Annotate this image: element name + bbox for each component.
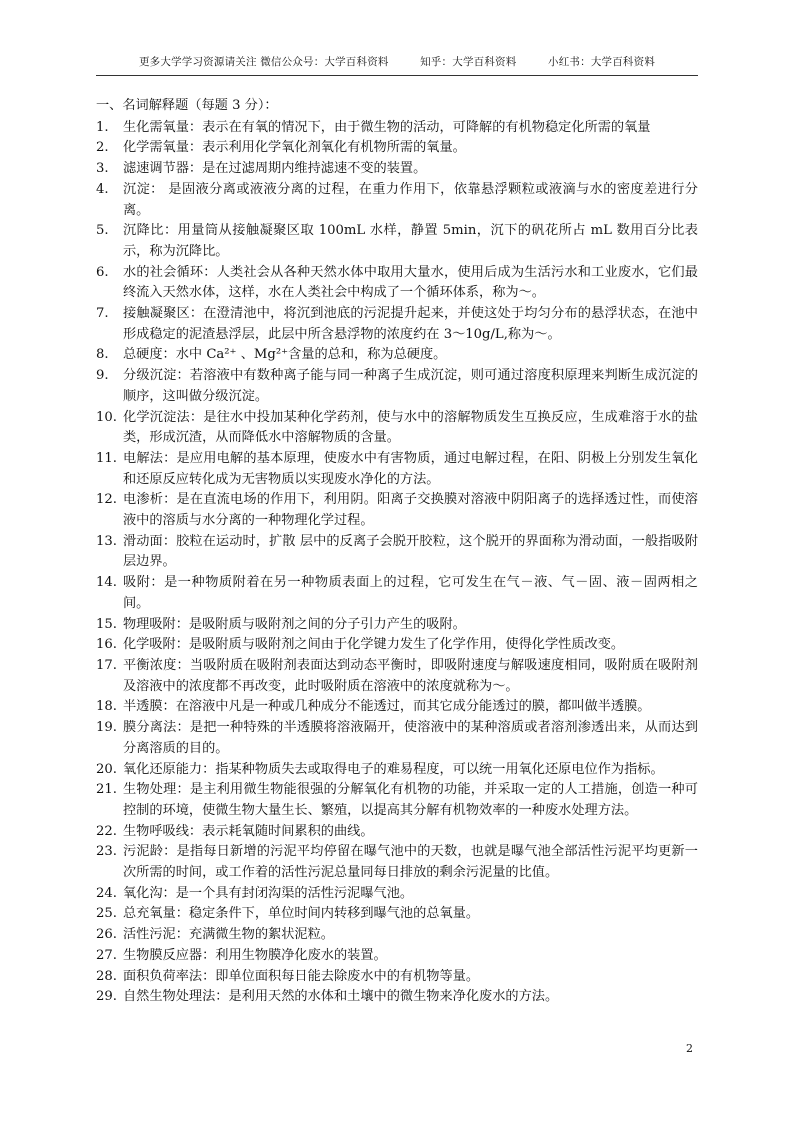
item-text: 分级沉淀：若溶液中有数种离子能与同一种离子生成沉淀，则可通过溶度积原理来判断生成沉淀的顺序，这叫做分级沉淀。 (123, 368, 698, 404)
item-text: 化学吸附：是吸附质与吸附剂之间由于化学键力发生了化学作用，使得化学性质改变。 (123, 637, 625, 653)
header-xiaohongshu: 小红书：大学百科资料 (548, 56, 656, 68)
definition-item (96, 718, 698, 759)
item-text: 污泥龄：是指每日新增的污泥平均停留在曝气池中的天数，也就是曝气池全部活性污泥平均更新一次所需的时间，或工作着的活性污泥总量同每日排放的剩余污泥量的比值。 (123, 844, 698, 881)
definition-item (96, 449, 698, 490)
item-number: 13. (96, 533, 117, 549)
definition-item (96, 118, 698, 139)
item-number: 18. (96, 699, 117, 715)
item-number: 8. (96, 347, 109, 363)
item-text: 物理吸附：是吸附质与吸附剂之间的分子引力产生的吸附。 (123, 616, 466, 632)
definition-item (96, 263, 698, 304)
item-number: 24. (96, 885, 117, 901)
definition-item (96, 987, 698, 1008)
item-number: 26. (96, 927, 117, 943)
item-number: 5. (96, 223, 109, 239)
definition-item (96, 780, 698, 821)
item-text: 滑动面：胶粒在运动时，扩散 层中的反离子会脱开胶粒，这个脱开的界面称为滑动面，一般指吸附层边界。 (123, 533, 698, 570)
definitions-section (96, 96, 698, 1008)
item-number: 22. (96, 823, 117, 839)
item-text: 生物呼吸线：表示耗氧随时间累积的曲线。 (123, 823, 374, 839)
item-number: 16. (96, 637, 117, 653)
item-text: 化学需氧量：表示利用化学氧化剂氧化有机物所需的氧量。 (123, 140, 466, 156)
item-text: 氧化沟：是一个具有封闭沟渠的活性污泥曝气池。 (123, 885, 414, 901)
item-number: 21. (96, 782, 117, 798)
definition-item (96, 904, 698, 925)
page-header (96, 54, 698, 76)
item-number: 1. (96, 119, 109, 135)
definition-item (96, 635, 698, 656)
definition-item (96, 532, 698, 573)
item-number: 27. (96, 947, 117, 963)
definition-item (96, 967, 698, 988)
definition-item (96, 490, 698, 531)
item-number: 17. (96, 657, 117, 673)
item-text: 氧化还原能力：指某种物质失去或取得电子的难易程度，可以统一用氧化还原电位作为指标。 (123, 761, 664, 777)
item-text: 沉淀： 是固液分离或液液分离的过程，在重力作用下，依靠悬浮颗粒或液滴与水的密度差进行分离。 (123, 181, 698, 218)
definition-item (96, 822, 698, 843)
item-text: 膜分离法：是把一种特殊的半透膜将溶液隔开，使溶液中的某种溶质或者溶剂渗透出来，从而达到分离溶质的目的。 (123, 720, 698, 756)
definition-item (96, 408, 698, 449)
definition-item (96, 884, 698, 905)
section-heading: 一、名词解释题（每题 3 分）： (96, 98, 278, 113)
definition-item (96, 345, 698, 366)
definition-item (96, 159, 698, 180)
item-text: 总充氧量：稳定条件下，单位时间内转移到曝气池的总氧量。 (123, 906, 480, 922)
item-text: 化学沉淀法：是往水中投加某种化学药剂，使与水中的溶解物质发生互换反应，生成难溶于水的盐类，形成沉渣，从而降低水中溶解物质的含量。 (123, 409, 698, 446)
definition-item (96, 221, 698, 262)
definition-item (96, 946, 698, 967)
item-text: 总硬度：水中 Ca²⁺ 、Mg²⁺含量的总和，称为总硬度。 (123, 347, 447, 363)
item-number: 19. (96, 720, 117, 736)
item-number: 2. (96, 140, 109, 156)
item-text: 接触凝聚区：在澄清池中，将沉到池底的污泥提升起来，并使这处于均匀分布的悬浮状态，在池中形成稳定的泥渣悬浮层，此层中所含悬浮物的浓度约在 3～10g/L,称为～。 (123, 306, 698, 342)
item-text: 平衡浓度：当吸附质在吸附剂表面达到动态平衡时，即吸附速度与解吸速度相同，吸附质在吸附剂及溶液中的浓度都不再改变，此时吸附质在溶液中的浓度就称为～。 (123, 657, 698, 694)
item-text: 自然生物处理法：是利用天然的水体和土壤中的微生物来净化废水的方法。 (123, 989, 559, 1005)
item-number: 25. (96, 906, 117, 922)
definition-item (96, 925, 698, 946)
item-number: 12. (96, 492, 117, 508)
definition-item (96, 842, 698, 883)
item-number: 3. (96, 161, 109, 177)
item-text: 吸附：是一种物质附着在另一种物质表面上的过程，它可发生在气－液、气－固、液－固两相之间。 (123, 575, 698, 611)
definition-item (96, 304, 698, 345)
item-number: 14. (96, 575, 117, 591)
definition-item (96, 573, 698, 614)
definition-item (96, 656, 698, 697)
item-number: 11. (96, 450, 117, 466)
definition-item (96, 138, 698, 159)
item-number: 28. (96, 968, 117, 984)
item-number: 9. (96, 368, 109, 384)
item-text: 滤速调节器：是在过滤周期内维持滤速不变的装置。 (123, 161, 427, 177)
definition-list (96, 118, 698, 1008)
item-number: 20. (96, 761, 117, 777)
definition-item (96, 366, 698, 407)
definition-item (96, 697, 698, 718)
item-number: 4. (96, 181, 109, 197)
item-text: 面积负荷率法：即单位面积每日能去除废水中的有机物等量。 (123, 968, 480, 984)
item-text: 生物膜反应器：利用生物膜净化废水的装置。 (123, 947, 387, 963)
page-number: 2 (686, 1042, 693, 1055)
item-text: 电渗析：是在直流电场的作用下，利用阴。阳离子交换膜对溶液中阴阳离子的选择透过性，而使溶液中的溶质与水分离的一种物理化学过程。 (123, 492, 698, 529)
definition-item (96, 180, 698, 221)
item-number: 15. (96, 616, 117, 632)
item-number: 10. (96, 409, 117, 425)
definition-item (96, 760, 698, 781)
item-text: 半透膜：在溶液中凡是一种或几种成分不能透过，而其它成分能透过的膜，都叫做半透膜。 (123, 699, 651, 715)
item-number: 29. (96, 989, 117, 1005)
item-text: 电解法：是应用电解的基本原理，使废水中有害物质，通过电解过程，在阳、阴极上分别发生氧化和还原反应转化成为无害物质以实现废水净化的方法。 (123, 450, 698, 487)
item-text: 生化需氧量：表示在有氧的情况下，由于微生物的活动，可降解的有机物稳定化所需的氧量 (123, 119, 651, 135)
item-text: 生物处理：是主利用微生物能很强的分解氧化有机物的功能，并采取一定的人工措施，创造一种可控制的环境，使微生物大量生长、繁殖，以提高其分解有机物效率的一种废水处理方法。 (123, 782, 698, 818)
item-text: 水的社会循环：人类社会从各种天然水体中取用大量水，使用后成为生活污水和工业废水，它们最终流入天然水体，这样，水在人类社会中构成了一个循环体系，称为～。 (123, 264, 698, 301)
item-number: 7. (96, 306, 109, 322)
header-zhihu: 知乎：大学百科资料 (420, 56, 517, 68)
item-text: 沉降比：用量筒从接触凝聚区取 100mL 水样，静置 5min，沉下的矾花所占 mL 数用百分比表示，称为沉降比。 (123, 223, 698, 259)
item-number: 23. (96, 844, 117, 860)
header-wechat: 更多大学学习资源请关注 微信公众号：大学百科资料 (138, 56, 389, 68)
definition-item (96, 615, 698, 636)
item-number: 6. (96, 264, 109, 280)
item-text: 活性污泥：充满微生物的絮状泥粒。 (123, 927, 334, 943)
